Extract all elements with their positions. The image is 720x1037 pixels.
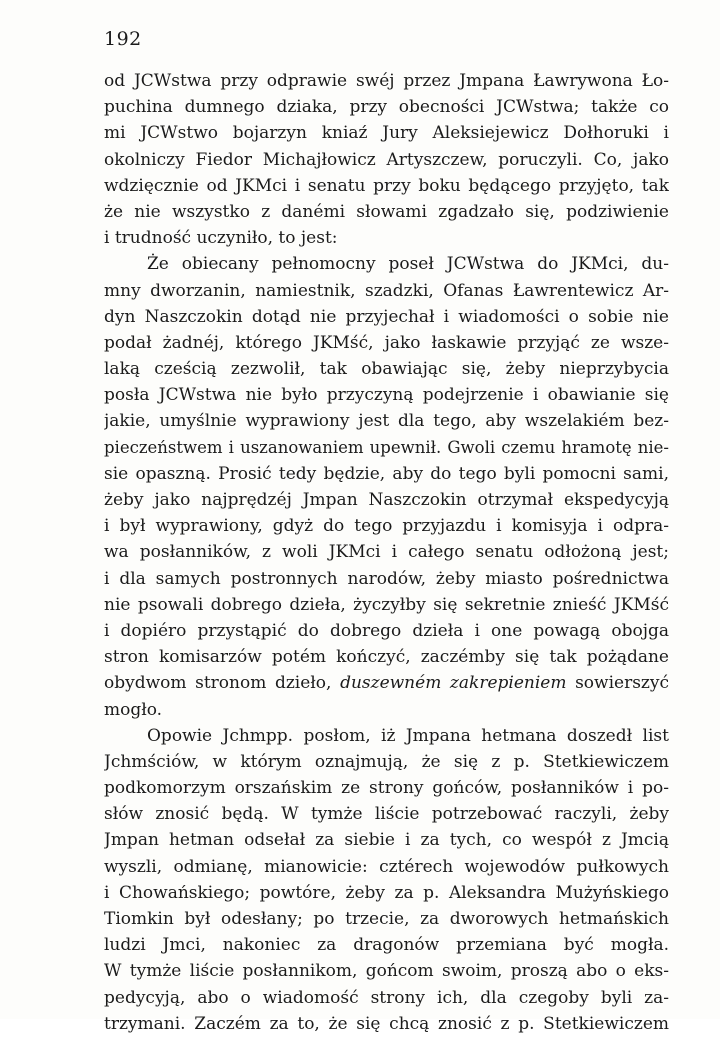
text-line: Opowie Jchmpp. posłom, iż Jmpana hetmana doszedł list: [147, 725, 669, 746]
text-line: i trudność uczyniło, to jest:: [104, 228, 338, 249]
text-line: puchina dumnego dziaka, przy obecności JCWstwa; także co: [104, 97, 669, 118]
italic-phrase: duszewném zakrepieniem: [340, 673, 567, 694]
text-line: i dopiéro przystąpić do dobrego dzieła i one powagą obojga: [104, 620, 669, 641]
text-line: [104, 670, 669, 696]
text-line: mogło.: [104, 699, 163, 720]
text-line: słów znosić będą. W tymże liście potrzebować raczyli, żeby: [104, 804, 669, 825]
text-line: Jchmściów, w którym oznajmują, że się z p. Stetkiewiczem: [104, 751, 669, 772]
text-line: Tiomkin był odesłany; po trzecie, za dworowych hetmańskich: [104, 909, 669, 929]
text-line: laką cześcią zezwolił, tak obawiając się, żeby nieprzybycia: [104, 359, 669, 380]
text-line: wyszli, odmianę, mianowicie: cztérech wojewodów pułkowych: [104, 856, 669, 877]
text-line: mny dworzanin, namiestnik, szadzki, Ofanas Ławrentewicz Ar-: [104, 280, 669, 301]
text-line: i Chowańskiego; powtóre, żeby za p. Aleksandra Mużyńskiego: [104, 882, 669, 903]
text-line: nie psowali dobrego dzieła, życzyłby się sekretnie znieść JKMść: [104, 594, 669, 615]
text-line: i był wyprawiony, gdyż do tego przyjazdu i komisyja i odpra-: [104, 516, 669, 537]
text-line: i dla samych postronnych narodów, żeby miasto pośrednictwa: [104, 568, 669, 589]
text-line: dyn Naszczokin dotąd nie przyjechał i wiadomości o sobie nie: [104, 306, 669, 327]
text-line: trzymani. Zaczém za to, że się chcą znosić z p. Stetkiewiczem: [104, 1013, 669, 1034]
text-line: sie opaszną. Prosić tedy będzie, aby do tego byli pomocni sami,: [104, 463, 669, 484]
text-line: że nie wszystko z danémi słowami zgadzało się, podziwienie: [104, 201, 669, 222]
text-line: Jmpan hetman odsełał za siebie i za tych, co wespół z Jmcią: [104, 830, 669, 851]
text-line-segment: obydwom stronom dzieło,: [104, 673, 341, 694]
page-number: 192: [104, 28, 142, 50]
text-line: podał żadnéj, którego JKMść, jako łaskawie przyjąć ze wsze-: [104, 332, 669, 353]
text-line: Że obiecany pełnomocny poseł JCWstwa do JKMci, du-: [147, 254, 669, 275]
text-line: żeby jako najprędzéj Jmpan Naszczokin otrzymał ekspedycyją: [104, 490, 669, 510]
text-line: wa posłanników, z woli JKMci i całego senatu odłożoną jest;: [104, 542, 669, 563]
text-line: okolniczy Fiedor Michajłowicz Artyszczew, poruczyli. Co, jako: [104, 149, 669, 170]
text-line: stron komisarzów potém kończyć, zaczémby się tak pożądane: [104, 647, 669, 668]
text-line: posła JCWstwa nie było przyczyną podejrzenie i obawianie się: [104, 385, 669, 406]
text-line: W tymże liście posłannikom, gońcom swoim, proszą abo o eks-: [104, 961, 669, 982]
body-text: [104, 68, 669, 1037]
text-line: ludzi Jmci, nakoniec za dragonów przemiana być mogła.: [104, 935, 669, 956]
text-line: wdzięcznie od JKMci i senatu przy boku będącego przyjęto, tak: [104, 175, 669, 196]
text-line: podkomorzym orszańskim ze strony gońców, posłanników i po-: [104, 778, 669, 799]
text-line: mi JCWstwo bojarzyn kniaź Jury Aleksiejewicz Dołhoruki i: [104, 123, 669, 144]
text-line: od JCWstwa przy odprawie swéj przez Jmpana Ławrywona Ło-: [104, 71, 669, 91]
text-line: jakie, umyślnie wyprawiony jest dla tego, aby wszelakiém bez-: [104, 411, 669, 432]
text-line-segment: sowierszyć: [566, 673, 669, 694]
text-line: pieczeństwem i uszanowaniem upewnił. Gwoli czemu hramotę nie-: [104, 437, 669, 457]
text-line: pedycyją, abo o wiadomość strony ich, dla czegoby byli za-: [104, 987, 669, 1008]
